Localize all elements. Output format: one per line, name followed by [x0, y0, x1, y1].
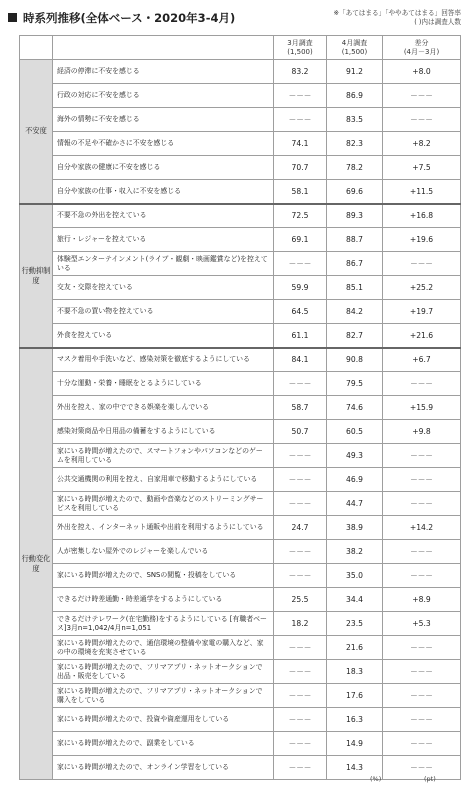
item-label: できるだけテレワーク(在宅勤務)をするようにしている [有職者ベース]3月n=1,042/4月n=1,051: [53, 612, 274, 636]
diff-value: －－－: [383, 444, 461, 468]
table-row: [20, 468, 461, 492]
march-value: －－－: [274, 492, 327, 516]
table-row: [20, 300, 461, 324]
category-cell: 行動抑制度: [20, 204, 53, 348]
march-value: 24.7: [274, 516, 327, 540]
diff-value: +14.2: [383, 516, 461, 540]
note-line-1: ※「あてはまる」「ややあてはまる」回答率: [333, 9, 461, 17]
march-value: 72.5: [274, 204, 327, 228]
header-item: [53, 36, 274, 60]
diff-value: －－－: [383, 84, 461, 108]
march-value: 50.7: [274, 420, 327, 444]
item-label: 交友・交際を控えている: [53, 276, 274, 300]
march-value: －－－: [274, 372, 327, 396]
april-value: 86.7: [327, 252, 383, 276]
header-march-label: 3月調査: [287, 38, 313, 47]
april-value: 85.1: [327, 276, 383, 300]
header-april-n: (1,500): [341, 47, 368, 56]
category-cell: 行動変化度: [20, 348, 53, 780]
header-march: [274, 36, 327, 60]
diff-value: +5.3: [383, 612, 461, 636]
march-value: 70.7: [274, 156, 327, 180]
header-diff: [383, 36, 461, 60]
april-value: 17.6: [327, 684, 383, 708]
item-label: 旅行・レジャーを控えている: [53, 228, 274, 252]
diff-value: －－－: [383, 108, 461, 132]
table-row: [20, 228, 461, 252]
item-label: 海外の情勢に不安を感じる: [53, 108, 274, 132]
item-label: 行政の対応に不安を感じる: [53, 84, 274, 108]
header-march-n: (1,500): [287, 47, 313, 56]
item-label: 十分な運動・栄養・睡眠をとるようにしている: [53, 372, 274, 396]
march-value: 18.2: [274, 612, 327, 636]
april-value: 18.3: [327, 660, 383, 684]
diff-value: +6.7: [383, 348, 461, 372]
diff-value: +7.5: [383, 156, 461, 180]
diff-value: +19.7: [383, 300, 461, 324]
march-value: －－－: [274, 636, 327, 660]
march-value: 61.1: [274, 324, 327, 348]
march-value: 25.5: [274, 588, 327, 612]
unit-pt: (pt): [424, 775, 436, 783]
table-row: [20, 132, 461, 156]
item-label: 家にいる時間が増えたので、動画や音楽などのストリーミングサービスを利用している: [53, 492, 274, 516]
header-april: [327, 36, 383, 60]
page-title: [8, 10, 235, 26]
table-row: [20, 84, 461, 108]
table-row: [20, 348, 461, 372]
item-label: 外出を控え、インターネット通販や出前を利用するようにしている: [53, 516, 274, 540]
item-label: 家にいる時間が増えたので、副業をしている: [53, 732, 274, 756]
item-label: 外出を控え、家の中でできる娯楽を楽しんでいる: [53, 396, 274, 420]
item-label: 情報の不足や不確かさに不安を感じる: [53, 132, 274, 156]
march-value: －－－: [274, 84, 327, 108]
april-value: 91.2: [327, 60, 383, 84]
item-label: 家にいる時間が増えたので、オンライン学習をしている: [53, 756, 274, 780]
table-row: [20, 204, 461, 228]
item-label: 不要不急の外出を控えている: [53, 204, 274, 228]
april-value: 34.4: [327, 588, 383, 612]
table-row: [20, 756, 461, 780]
april-value: 23.5: [327, 612, 383, 636]
diff-value: －－－: [383, 708, 461, 732]
category-cell: 不安度: [20, 60, 53, 204]
april-value: 21.6: [327, 636, 383, 660]
march-value: －－－: [274, 444, 327, 468]
diff-value: +8.0: [383, 60, 461, 84]
march-value: 83.2: [274, 60, 327, 84]
march-value: 64.5: [274, 300, 327, 324]
april-value: 89.3: [327, 204, 383, 228]
table-row: [20, 252, 461, 276]
table-row: [20, 660, 461, 684]
diff-value: －－－: [383, 468, 461, 492]
april-value: 14.3: [327, 756, 383, 780]
march-value: －－－: [274, 540, 327, 564]
diff-value: －－－: [383, 492, 461, 516]
square-bullet-icon: [8, 13, 17, 22]
item-label: 自分や家族の仕事・収入に不安を感じる: [53, 180, 274, 204]
item-label: 人が密集しない屋外でのレジャーを楽しんでいる: [53, 540, 274, 564]
april-value: 16.3: [327, 708, 383, 732]
march-value: 84.1: [274, 348, 327, 372]
diff-value: +11.5: [383, 180, 461, 204]
march-value: 58.7: [274, 396, 327, 420]
item-label: 外食を控えている: [53, 324, 274, 348]
march-value: －－－: [274, 684, 327, 708]
table-row: [20, 324, 461, 348]
item-label: 家にいる時間が増えたので、スマートフォンやパソコンなどのゲームを利用している: [53, 444, 274, 468]
march-value: －－－: [274, 660, 327, 684]
diff-value: －－－: [383, 660, 461, 684]
table-row: [20, 588, 461, 612]
item-label: 感染対策商品や日用品の備蓄をするようにしている: [53, 420, 274, 444]
march-value: －－－: [274, 108, 327, 132]
table-row: [20, 612, 461, 636]
survey-table: [19, 35, 461, 780]
table-row: [20, 564, 461, 588]
table-row: [20, 276, 461, 300]
march-value: －－－: [274, 756, 327, 780]
april-value: 38.2: [327, 540, 383, 564]
april-value: 46.9: [327, 468, 383, 492]
april-value: 88.7: [327, 228, 383, 252]
table-row: [20, 420, 461, 444]
table-row: [20, 684, 461, 708]
diff-value: +19.6: [383, 228, 461, 252]
march-value: －－－: [274, 468, 327, 492]
table-row: [20, 108, 461, 132]
note-line-2: ( )内は調査人数: [414, 18, 461, 26]
diff-value: +25.2: [383, 276, 461, 300]
april-value: 49.3: [327, 444, 383, 468]
table-row: [20, 180, 461, 204]
april-value: 74.6: [327, 396, 383, 420]
diff-value: +15.9: [383, 396, 461, 420]
diff-value: －－－: [383, 252, 461, 276]
april-value: 38.9: [327, 516, 383, 540]
april-value: 69.6: [327, 180, 383, 204]
item-label: できるだけ時差通勤・時差通学をするようにしている: [53, 588, 274, 612]
march-value: －－－: [274, 564, 327, 588]
table-row: [20, 372, 461, 396]
diff-value: +9.8: [383, 420, 461, 444]
diff-value: +8.9: [383, 588, 461, 612]
item-label: マスク着用や手洗いなど、感染対策を徹底するようにしている: [53, 348, 274, 372]
header-april-label: 4月調査: [341, 38, 368, 47]
table-row: [20, 492, 461, 516]
table-row: [20, 636, 461, 660]
note: [333, 9, 461, 27]
table-row: [20, 516, 461, 540]
april-value: 14.9: [327, 732, 383, 756]
april-value: 82.3: [327, 132, 383, 156]
table-row: [20, 156, 461, 180]
april-value: 90.8: [327, 348, 383, 372]
april-value: 78.2: [327, 156, 383, 180]
diff-value: －－－: [383, 540, 461, 564]
april-value: 82.7: [327, 324, 383, 348]
unit-percent: (%): [370, 775, 382, 783]
header-diff-label: 差分: [414, 38, 429, 47]
march-value: 69.1: [274, 228, 327, 252]
table-row: [20, 540, 461, 564]
table-row: [20, 60, 461, 84]
table-row: [20, 732, 461, 756]
diff-value: +21.6: [383, 324, 461, 348]
april-value: 84.2: [327, 300, 383, 324]
item-label: 家にいる時間が増えたので、投資や資産運用をしている: [53, 708, 274, 732]
header-category: [20, 36, 53, 60]
march-value: 58.1: [274, 180, 327, 204]
march-value: 59.9: [274, 276, 327, 300]
april-value: 60.5: [327, 420, 383, 444]
item-label: 経済の停滞に不安を感じる: [53, 60, 274, 84]
diff-value: －－－: [383, 732, 461, 756]
diff-value: －－－: [383, 372, 461, 396]
diff-value: +16.8: [383, 204, 461, 228]
item-label: 家にいる時間が増えたので、フリマアプリ・ネットオークションで出品・販売をしている: [53, 660, 274, 684]
page-title-text: 時系列推移(全体ベース・2020年3-4月): [23, 11, 236, 25]
table-row: [20, 444, 461, 468]
diff-value: +8.2: [383, 132, 461, 156]
april-value: 44.7: [327, 492, 383, 516]
march-value: －－－: [274, 708, 327, 732]
april-value: 35.0: [327, 564, 383, 588]
item-label: 家にいる時間が増えたので、SNSの閲覧・投稿をしている: [53, 564, 274, 588]
diff-value: －－－: [383, 564, 461, 588]
diff-value: －－－: [383, 756, 461, 780]
item-label: 公共交通機関の利用を控え、自家用車で移動するようにしている: [53, 468, 274, 492]
item-label: 自分や家族の健康に不安を感じる: [53, 156, 274, 180]
item-label: 家にいる時間が増えたので、通信環境の整備や家電の購入など、家の中の環境を充実させている: [53, 636, 274, 660]
item-label: 体験型エンターテインメント(ライブ・観劇・映画鑑賞など)を控えている: [53, 252, 274, 276]
diff-value: －－－: [383, 684, 461, 708]
march-value: 74.1: [274, 132, 327, 156]
item-label: 家にいる時間が増えたので、フリマアプリ・ネットオークションで購入をしている: [53, 684, 274, 708]
march-value: －－－: [274, 252, 327, 276]
table-row: [20, 396, 461, 420]
march-value: －－－: [274, 732, 327, 756]
april-value: 83.5: [327, 108, 383, 132]
april-value: 86.9: [327, 84, 383, 108]
april-value: 79.5: [327, 372, 383, 396]
table-row: [20, 708, 461, 732]
diff-value: －－－: [383, 636, 461, 660]
item-label: 不要不急の買い物を控えている: [53, 300, 274, 324]
header-diff-sub: (4月－3月): [403, 47, 440, 56]
header-row: [20, 36, 461, 60]
